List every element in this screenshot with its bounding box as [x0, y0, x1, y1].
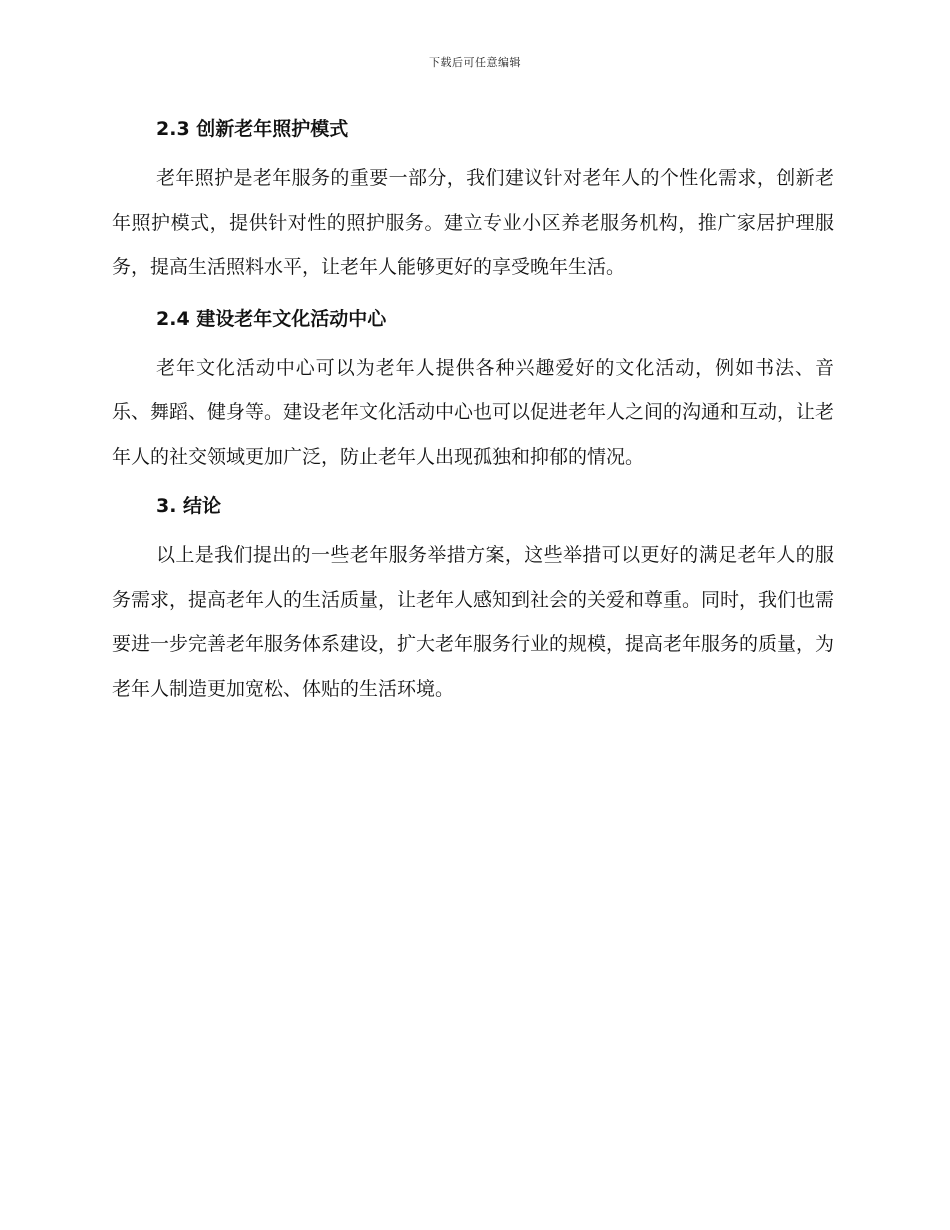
section-heading: 2.3 创新老年照护模式 [156, 118, 349, 140]
section-heading: 2.4 建设老年文化活动中心 [156, 307, 387, 330]
document-body [112, 112, 834, 721]
section-paragraph: 以上是我们提出的一些老年服务举措方案，这些举措可以更好的满足老年人的服务需求，提高老年人的生活质量，让老年人感知到社会的关爱和尊重。同时，我们也需要进一步完善老年服务体系建设，扩大老年服务行业的规模，提高老年服务的质量，为老年人制造更加宽松、体贴的生活环境。 [112, 544, 835, 700]
section-2-3 [112, 112, 834, 290]
section-paragraph: 老年照护是老年服务的重要一部分，我们建议针对老年人的个性化需求，创新老年照护模式，提供针对性的照护服务。建立专业小区养老服务机构，推广家居护理服务，提高生活照料水平，让老年人能够更好的享受晚年生活。 [112, 167, 834, 278]
section-3-conclusion [112, 489, 834, 711]
section-heading: 3. 结论 [156, 495, 222, 517]
section-2-4 [112, 302, 834, 480]
page-header: 下载后可任意编辑 [429, 56, 521, 69]
section-paragraph: 老年文化活动中心可以为老年人提供各种兴趣爱好的文化活动，例如书法、音乐、舞蹈、健身等。建设老年文化活动中心也可以促进老年人之间的沟通和互动，让老年人的社交领域更加广泛，防止老年人出现孤独和抑郁的情况。 [112, 356, 835, 468]
